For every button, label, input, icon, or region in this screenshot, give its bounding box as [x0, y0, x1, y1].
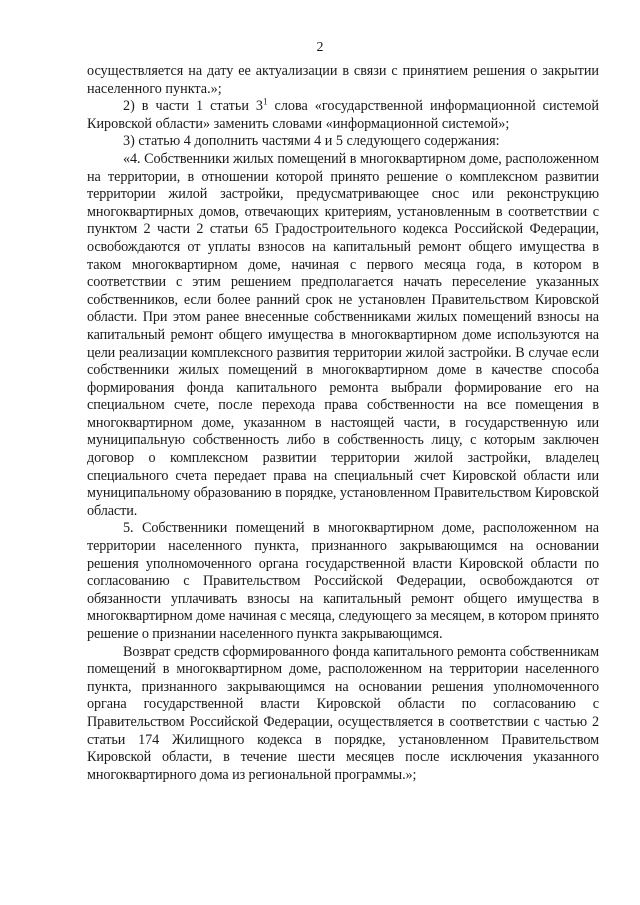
paragraph-part-5: 5. Собственники помещений в многоквартирном доме, расположенном на территории населенного пункта, признанного закрывающимся на основании решения уполномоченного органа государственной власти Кировской области по согласованию с Правительством Российской Федерации, освобождаются от обязанности уплачивать взносы на капитальный ремонт общего имущества в многоквартирном доме начиная с месяца, следующего за месяцем, в котором принято решение о признании населенного пункта закрывающимся. — [87, 520, 599, 642]
item-2-text-end: слова «государственной информационной системой Кировской области» заменить словами «информационной системой»; — [87, 98, 599, 132]
paragraph-item-3: 3) статью 4 дополнить частями 4 и 5 следующего содержания: — [123, 133, 500, 150]
paragraph-part-4: «4. Собственники жилых помещений в многоквартирном доме, расположенном на территории, в отношении которой принято решение о комплексном развитии территории жилой застройки, предусматривающее снос или реконструкцию многоквартирных домов, отвечающих критериям, установленным в соответствии с пунктом 2 части 2 статьи 65 Градостроительного кодекса Российской Федерации, освобождаются от уплаты взносов на капитальный ремонт общего имущества в таком многоквартирном доме, начиная с первого месяца года, в котором в соответствии с этим решением предполагается начать переселение указанных собственников, если более ранний срок не установлен Правительством Кировской области. При этом ранее внесенные собственниками жилых помещений взносы на капитальный ремонт общего имущества в многоквартирном доме используются на цели реализации комплексного развития территории жилой застройки. В случае если собственники жилых помещений в многоквартирном доме в качестве способа формирования фонда капитального ремонта выбрали формирование его на специальном счете, после перехода права собственности на все помещения в многоквартирном доме, указанном в настоящей части, в государственную или муниципальную собственность либо в собственность лицу, с которым заключен договор о комплексном развитии территории жилой застройки, владелец специального счета передает права на специальный счет Кировской области или муниципальному образованию в порядке, установленном Правительством Кировской области. — [87, 150, 599, 519]
item-2-superscript: 1 — [263, 96, 268, 107]
paragraph-part-5-return: Возврат средств сформированного фонда капитального ремонта собственникам помещений в многоквартирном доме, расположенном на территории населенного пункта, признанного закрывающимся на основании решения уполномоченного органа государственной власти Кировской области по согласованию с Правительством Российской Федерации, осуществляется в соответствии с частью 2 статьи 174 Жилищного кодекса в порядке, установленном Правительством Кировской области, в течение шести месяцев после исключения указанного многоквартирного дома из региональной программы.»; — [87, 643, 599, 783]
paragraph-continuation: осуществляется на дату ее актуализации в связи с принятием решения о закрытии населенного пункта.»; — [87, 63, 599, 97]
paragraph-item-2 — [87, 98, 599, 133]
page-number: 2 — [316, 40, 324, 55]
item-2-text-start: 2) в части 1 статьи 3 — [123, 98, 264, 115]
document-body — [87, 63, 599, 784]
